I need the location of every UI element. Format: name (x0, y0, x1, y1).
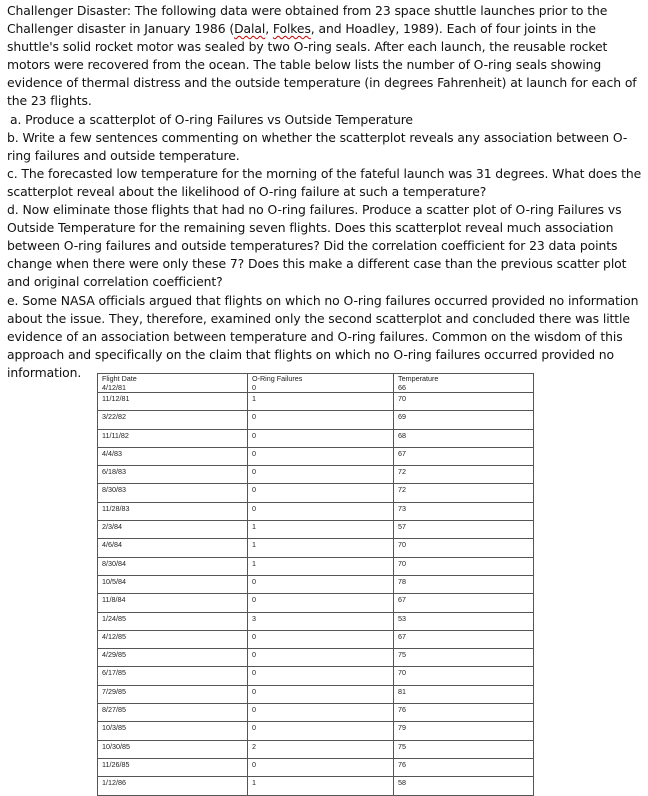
cell-temperature: 68 (394, 429, 534, 447)
table-row (98, 740, 534, 758)
question-e: e. Some NASA officials argued that flights on which no O-ring failures occurred provided no information about the issue. They, therefore, examined only the second scatterplot and concluded there was little evidence of an association between temperature and O-ring failures. Common on the wisdom of this approach and specifically on the claim that flights on which no O-ring failures occurred provided no information. (7, 292, 639, 380)
cell-oring-failures: 0 (248, 667, 394, 685)
cell-temperature: 79 (394, 722, 534, 740)
table-row (98, 649, 534, 667)
table-row (98, 557, 534, 575)
cell-oring-failures: 0 (248, 685, 394, 703)
cell-oring-failures: 0 (248, 447, 394, 465)
table-row (98, 777, 534, 795)
cell-temperature: 81 (394, 685, 534, 703)
cell-oring-failures: 0 (248, 411, 394, 429)
cell-oring-failures: 1 (248, 539, 394, 557)
cell-flight-date: 1/12/86 (98, 777, 248, 795)
cell-flight-date: 11/11/82 (98, 429, 248, 447)
cell-oring-failures: 3 (248, 612, 394, 630)
table-row (98, 630, 534, 648)
question-a: a. Produce a scatterplot of O-ring Failures vs Outside Temperature (10, 111, 413, 127)
cell-temperature: 70 (394, 393, 534, 411)
table-row (98, 758, 534, 776)
cell-oring-failures: 0 (248, 484, 394, 502)
cell-flight-date: 4/6/84 (98, 539, 248, 557)
cell-flight-date: 4/12/85 (98, 630, 248, 648)
table-row (98, 704, 534, 722)
cell-flight-date: 11/26/85 (98, 758, 248, 776)
table-row (98, 484, 534, 502)
cell-oring-failures: 0 (248, 704, 394, 722)
cell-temperature: 76 (394, 758, 534, 776)
document-body (7, 2, 643, 382)
cell-oring-failures: 0 (248, 575, 394, 593)
cell-flight-date: 4/4/83 (98, 447, 248, 465)
cell-flight-date: 6/17/85 (98, 667, 248, 685)
cell-flight-date: 2/3/84 (98, 521, 248, 539)
cell-oring-failures: 0 (248, 502, 394, 520)
cell-temperature: 72 (394, 484, 534, 502)
flight-data-table-container (97, 373, 534, 796)
table-row (98, 521, 534, 539)
cell-flight-date: 11/12/81 (98, 393, 248, 411)
cell-temperature: 70 (394, 539, 534, 557)
cell-temperature: 66 (394, 382, 534, 393)
cell-flight-date: 8/30/83 (98, 484, 248, 502)
table-body (98, 382, 534, 795)
table-row (98, 411, 534, 429)
cell-oring-failures: 1 (248, 393, 394, 411)
intro-text-2: , and Hoadley, 1989). Each of four joints in the shuttle's solid rocket motor was sealed by two O-ring seals. After each launch, the reusable rocket motors were recovered from the ocean. The table below lists the number of O-ring seals showing evidence of thermal distress and the outside temperature (in degrees Fahrenheit) at launch for each of the 23 flights. (7, 21, 637, 109)
cell-oring-failures: 1 (248, 557, 394, 575)
table-row (98, 466, 534, 484)
table-row (98, 539, 534, 557)
cell-temperature: 67 (394, 447, 534, 465)
cell-temperature: 70 (394, 667, 534, 685)
intro-text-1: Challenger Disaster: The following data were obtained from 23 space shuttle launches prior to the Challenger disaster in January 1986 ( (7, 3, 608, 37)
table-row (98, 685, 534, 703)
cell-flight-date: 3/22/82 (98, 411, 248, 429)
cell-temperature: 58 (394, 777, 534, 795)
cell-oring-failures: 1 (248, 777, 394, 795)
table-row (98, 722, 534, 740)
cell-flight-date: 8/27/85 (98, 704, 248, 722)
intro-paragraph (7, 2, 643, 111)
table-row (98, 612, 534, 630)
spellcheck-word-folkes: Folkes (272, 21, 311, 37)
cell-temperature: 69 (394, 411, 534, 429)
cell-oring-failures: 0 (248, 649, 394, 667)
cell-temperature: 75 (394, 740, 534, 758)
cell-flight-date: 10/5/84 (98, 575, 248, 593)
cell-oring-failures: 0 (248, 722, 394, 740)
cell-temperature: 57 (394, 521, 534, 539)
flight-data-table (97, 373, 534, 796)
cell-oring-failures: 0 (248, 429, 394, 447)
question-c: c. The forecasted low temperature for the morning of the fateful launch was 31 degrees. What does the scatterplot reveal about the likelihood of O-ring failure at such a temperature? (7, 165, 642, 199)
table-row (98, 667, 534, 685)
cell-flight-date: 4/29/85 (98, 649, 248, 667)
cell-oring-failures: 0 (248, 466, 394, 484)
cell-temperature: 73 (394, 502, 534, 520)
cell-flight-date: 4/12/81 (98, 382, 248, 393)
cell-temperature: 72 (394, 466, 534, 484)
cell-oring-failures: 1 (248, 521, 394, 539)
table-header-row (98, 374, 534, 383)
header-oring-failures: O-Ring Failures (248, 374, 394, 383)
cell-flight-date: 7/29/85 (98, 685, 248, 703)
cell-flight-date: 1/24/85 (98, 612, 248, 630)
cell-oring-failures: 0 (248, 630, 394, 648)
cell-temperature: 75 (394, 649, 534, 667)
table-row (98, 447, 534, 465)
cell-flight-date: 8/30/84 (98, 557, 248, 575)
question-b: b. Write a few sentences commenting on whether the scatterplot reveals any association between O-ring failures and outside temperature. (7, 129, 628, 163)
spellcheck-word-dalal: Dalal (234, 21, 266, 37)
cell-temperature: 67 (394, 594, 534, 612)
table-row (98, 393, 534, 411)
cell-temperature: 67 (394, 630, 534, 648)
cell-temperature: 53 (394, 612, 534, 630)
cell-flight-date: 10/3/85 (98, 722, 248, 740)
cell-temperature: 78 (394, 575, 534, 593)
cell-flight-date: 10/30/85 (98, 740, 248, 758)
table-row (98, 502, 534, 520)
cell-temperature: 70 (394, 557, 534, 575)
cell-flight-date: 11/8/84 (98, 594, 248, 612)
cell-oring-failures: 0 (248, 382, 394, 393)
table-row (98, 429, 534, 447)
cell-temperature: 76 (394, 704, 534, 722)
intro-separator: , (265, 21, 273, 37)
question-d: d. Now eliminate those flights that had no O-ring failures. Produce a scatter plot of O-ring Failures vs Outside Temperature for the remaining seven flights. Does this scatterplot reveal much association between O-ring failures and outside temperatures? Did the correlation coefficient for 23 data points change when there were only these 7? Does this make a different case than the previous scatter plot and original correlation coefficient? (7, 202, 627, 290)
cell-oring-failures: 0 (248, 758, 394, 776)
header-temperature: Temperature (394, 374, 534, 383)
header-flight-date: Flight Date (98, 374, 248, 383)
table-row (98, 575, 534, 593)
table-row (98, 382, 534, 393)
table-row (98, 594, 534, 612)
cell-flight-date: 11/28/83 (98, 502, 248, 520)
cell-flight-date: 6/18/83 (98, 466, 248, 484)
cell-oring-failures: 2 (248, 740, 394, 758)
cell-oring-failures: 0 (248, 594, 394, 612)
